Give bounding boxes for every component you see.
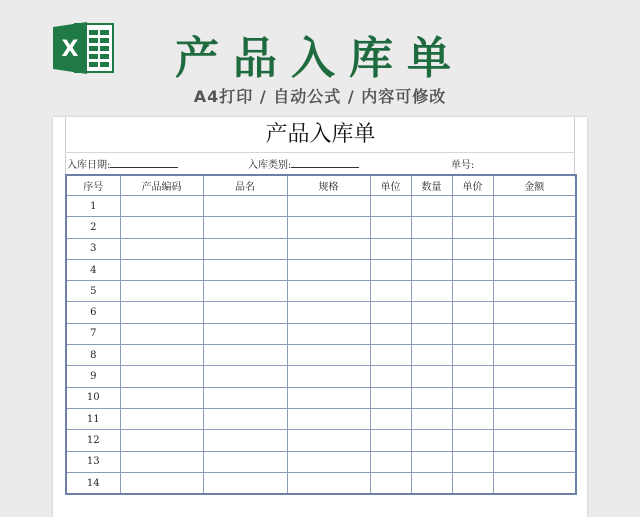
row-number: 4 — [66, 259, 120, 280]
table-cell[interactable] — [203, 238, 287, 259]
table-cell[interactable] — [493, 323, 576, 344]
excel-icon — [53, 20, 115, 76]
table-row — [66, 302, 576, 323]
row-number: 1 — [66, 196, 120, 217]
table-cell[interactable] — [370, 408, 411, 429]
table-cell[interactable] — [493, 451, 576, 472]
document-title: 产品入库单 — [66, 118, 575, 153]
table-cell[interactable] — [411, 302, 452, 323]
row-number: 9 — [66, 366, 120, 387]
table-cell[interactable] — [493, 196, 576, 217]
table-cell[interactable] — [452, 345, 493, 366]
table-cell[interactable] — [370, 430, 411, 451]
table-cell[interactable] — [203, 196, 287, 217]
table-cell[interactable] — [452, 196, 493, 217]
table-cell[interactable] — [411, 366, 452, 387]
date-field[interactable] — [67, 156, 178, 172]
table-header-row — [66, 175, 576, 196]
excel-logo-letter: X — [61, 37, 79, 62]
table-cell[interactable] — [493, 302, 576, 323]
table-cell[interactable] — [452, 430, 493, 451]
date-label: 入库日期: — [67, 160, 111, 171]
header-spec: 规格 — [287, 175, 370, 196]
table-cell[interactable] — [203, 430, 287, 451]
table-cell[interactable] — [203, 387, 287, 408]
table-cell[interactable] — [411, 196, 452, 217]
table-cell[interactable] — [370, 238, 411, 259]
table-cell[interactable] — [287, 259, 370, 280]
table-cell[interactable] — [287, 366, 370, 387]
table-row — [66, 217, 576, 238]
table-cell[interactable] — [493, 430, 576, 451]
header-product-code: 产品编码 — [120, 175, 203, 196]
table-body — [66, 196, 576, 495]
header-product-name: 品名 — [203, 175, 287, 196]
table-cell[interactable] — [203, 451, 287, 472]
table-cell[interactable] — [493, 345, 576, 366]
table-cell[interactable] — [120, 345, 203, 366]
table-cell[interactable] — [120, 387, 203, 408]
table-cell[interactable] — [120, 472, 203, 494]
table-cell[interactable] — [493, 408, 576, 429]
table-cell[interactable] — [203, 302, 287, 323]
number-field[interactable] — [451, 156, 474, 172]
table-cell[interactable] — [452, 281, 493, 302]
table-cell[interactable] — [411, 281, 452, 302]
table-cell[interactable] — [370, 345, 411, 366]
table-cell[interactable] — [120, 217, 203, 238]
table-cell[interactable] — [452, 259, 493, 280]
row-number: 10 — [66, 387, 120, 408]
inventory-table — [65, 174, 577, 495]
row-number: 5 — [66, 281, 120, 302]
table-cell[interactable] — [203, 259, 287, 280]
table-cell[interactable] — [120, 366, 203, 387]
table-cell[interactable] — [287, 302, 370, 323]
table-cell[interactable] — [120, 302, 203, 323]
table-cell[interactable] — [287, 345, 370, 366]
row-number: 12 — [66, 430, 120, 451]
row-number: 7 — [66, 323, 120, 344]
table-cell[interactable] — [370, 366, 411, 387]
table-row — [66, 345, 576, 366]
table-cell[interactable] — [370, 323, 411, 344]
table-cell[interactable] — [452, 451, 493, 472]
table-cell[interactable] — [203, 366, 287, 387]
table-cell[interactable] — [452, 366, 493, 387]
table-cell[interactable] — [452, 472, 493, 494]
table-cell[interactable] — [287, 387, 370, 408]
table-cell[interactable] — [493, 238, 576, 259]
table-cell[interactable] — [203, 323, 287, 344]
table-cell[interactable] — [452, 217, 493, 238]
header-quantity: 数量 — [411, 175, 452, 196]
table-cell[interactable] — [493, 217, 576, 238]
table-cell[interactable] — [120, 430, 203, 451]
table-cell[interactable] — [411, 217, 452, 238]
table-cell[interactable] — [411, 238, 452, 259]
row-number: 3 — [66, 238, 120, 259]
table-cell[interactable] — [203, 217, 287, 238]
banner-title: 产品入库单 — [175, 33, 465, 84]
table-cell[interactable] — [370, 196, 411, 217]
table-cell[interactable] — [370, 281, 411, 302]
table-cell[interactable] — [411, 430, 452, 451]
table-cell[interactable] — [370, 387, 411, 408]
table-cell[interactable] — [120, 259, 203, 280]
table-cell[interactable] — [120, 196, 203, 217]
table-row — [66, 281, 576, 302]
table-cell[interactable] — [287, 196, 370, 217]
table-cell[interactable] — [452, 387, 493, 408]
table-row — [66, 196, 576, 217]
table-cell[interactable] — [287, 430, 370, 451]
table-row — [66, 451, 576, 472]
date-blank-line[interactable] — [110, 157, 178, 168]
table-cell[interactable] — [493, 281, 576, 302]
table-cell[interactable] — [287, 238, 370, 259]
table-cell[interactable] — [493, 259, 576, 280]
row-number: 8 — [66, 345, 120, 366]
table-row — [66, 366, 576, 387]
table-cell[interactable] — [120, 451, 203, 472]
header-amount: 金额 — [493, 175, 576, 196]
header-unit-price: 单价 — [452, 175, 493, 196]
table-row — [66, 408, 576, 429]
table-cell[interactable] — [411, 408, 452, 429]
table-cell[interactable] — [287, 323, 370, 344]
table-cell[interactable] — [411, 259, 452, 280]
table-cell[interactable] — [120, 408, 203, 429]
table-cell[interactable] — [493, 366, 576, 387]
table-cell[interactable] — [452, 302, 493, 323]
table-cell[interactable] — [411, 323, 452, 344]
table-cell[interactable] — [411, 345, 452, 366]
category-blank-line[interactable] — [291, 157, 359, 168]
table-cell[interactable] — [120, 323, 203, 344]
row-number: 2 — [66, 217, 120, 238]
table-row — [66, 323, 576, 344]
table-cell[interactable] — [452, 408, 493, 429]
table-cell[interactable] — [411, 387, 452, 408]
table-row — [66, 238, 576, 259]
table-cell[interactable] — [452, 323, 493, 344]
table-row — [66, 430, 576, 451]
header-unit: 单位 — [370, 175, 411, 196]
table-row — [66, 387, 576, 408]
number-label: 单号: — [451, 160, 475, 171]
row-number: 6 — [66, 302, 120, 323]
table-cell[interactable] — [370, 472, 411, 494]
table-cell[interactable] — [287, 281, 370, 302]
table-cell[interactable] — [287, 472, 370, 494]
category-label: 入库类别: — [248, 160, 292, 171]
table-cell[interactable] — [203, 408, 287, 429]
table-cell[interactable] — [203, 472, 287, 494]
table-row — [66, 472, 576, 494]
table-cell[interactable] — [287, 408, 370, 429]
table-cell[interactable] — [287, 451, 370, 472]
row-number: 13 — [66, 451, 120, 472]
table-cell[interactable] — [370, 217, 411, 238]
table-cell[interactable] — [493, 472, 576, 494]
table-cell[interactable] — [411, 451, 452, 472]
row-number: 14 — [66, 472, 120, 494]
table-cell[interactable] — [370, 302, 411, 323]
table-cell[interactable] — [203, 281, 287, 302]
table-cell[interactable] — [452, 238, 493, 259]
table-cell[interactable] — [203, 345, 287, 366]
header-seq: 序号 — [66, 175, 120, 196]
table-cell[interactable] — [370, 259, 411, 280]
table-cell[interactable] — [370, 451, 411, 472]
table-cell[interactable] — [287, 217, 370, 238]
table-row — [66, 259, 576, 280]
table-cell[interactable] — [411, 472, 452, 494]
banner-subtitle: A4打印 / 自动公式 / 内容可修改 — [193, 87, 447, 106]
table-cell[interactable] — [120, 281, 203, 302]
row-number: 11 — [66, 408, 120, 429]
table-cell[interactable] — [120, 238, 203, 259]
table-cell[interactable] — [493, 387, 576, 408]
category-field[interactable] — [248, 156, 359, 172]
